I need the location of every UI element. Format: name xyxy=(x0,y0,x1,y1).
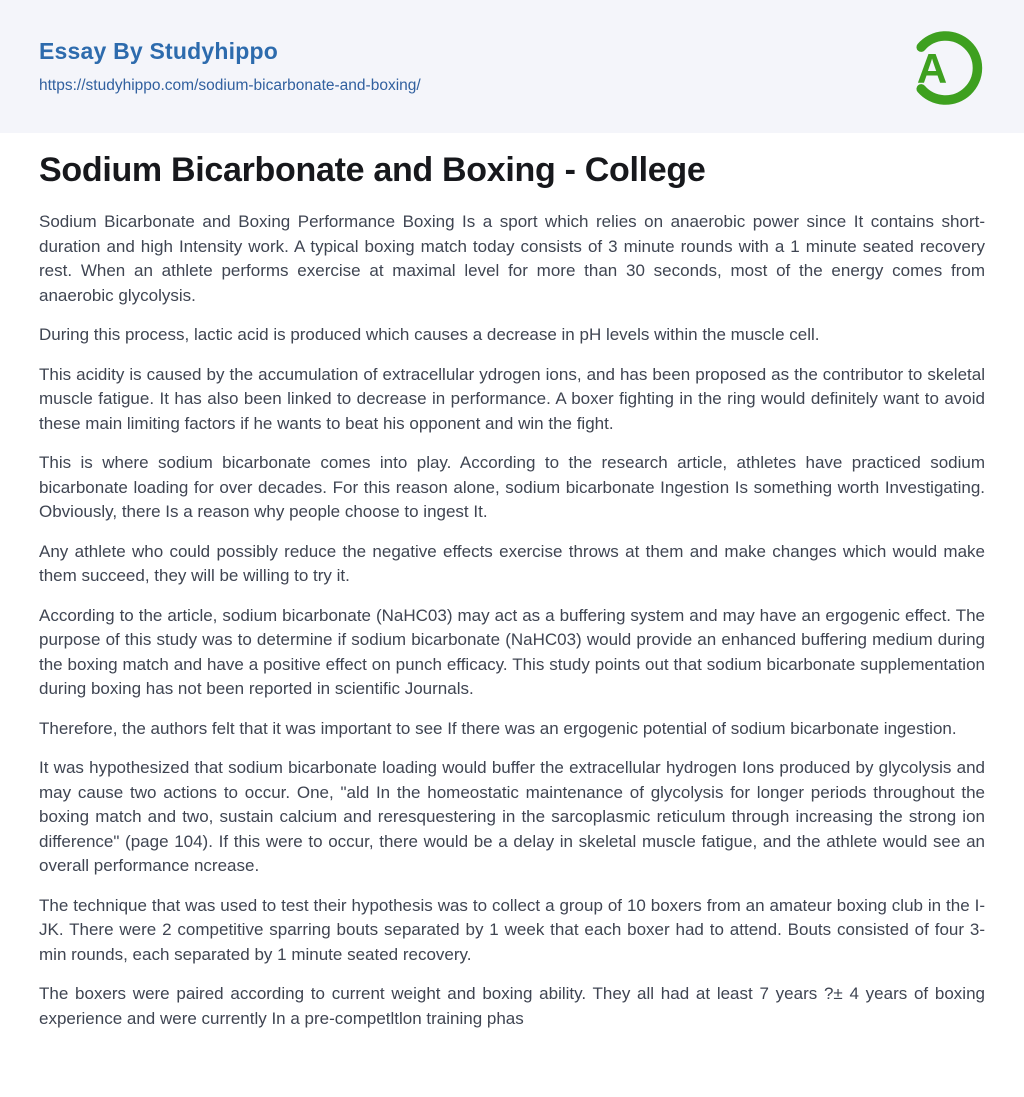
paragraph: It was hypothesized that sodium bicarbonate loading would buffer the extracellular hydrogen Ions produced by glycolysis and may cause two actions to occur. One, "ald In the homeostatic maintenance of glycolysis for longer periods throughout the boxing match and two, sustain calcium and reresquestering in the sarcoplasmic reticulum through increasing the strong ion difference" (page 104). If this were to occur, there would be a delay in skeletal muscle fatigue, and the athlete would see an overall performance ncrease. xyxy=(39,758,985,876)
article-content xyxy=(0,133,1024,1031)
paragraph: Therefore, the authors felt that it was important to see If there was an ergogenic potential of sodium bicarbonate ingestion. xyxy=(39,718,957,738)
logo-letter: A xyxy=(916,44,948,92)
paragraph: Any athlete who could possibly reduce the negative effects exercise throws at them and make changes which would make them succeed, they will be willing to try it. xyxy=(39,541,985,586)
site-label: Essay By Studyhippo xyxy=(39,38,278,64)
article-body xyxy=(39,210,985,1031)
paragraph: Sodium Bicarbonate and Boxing Performance Boxing Is a sport which relies on anaerobic power since It contains short-duration and high Intensity work. A typical boxing match today consists of 3 minute rounds with a 1 minute seated recovery rest. When an athlete performs exercise at maximal level for more than 30 seconds, most of the energy comes from anaerobic glycolysis. xyxy=(39,212,985,305)
article-title: Sodium Bicarbonate and Boxing - College xyxy=(39,151,706,189)
paragraph: This is where sodium bicarbonate comes into play. According to the research article, athletes have practiced sodium bicarbonate loading for over decades. For this reason alone, sodium bicarbonate Ingestion Is something worth Investigating. Obviously, there Is a reason why people choose to ingest It. xyxy=(39,453,985,522)
paragraph: During this process, lactic acid is produced which causes a decrease in pH levels within the muscle cell. xyxy=(39,325,820,345)
header-text-block xyxy=(39,38,421,95)
source-url-link[interactable]: https://studyhippo.com/sodium-bicarbonate-and-boxing/ xyxy=(39,77,421,94)
paragraph: According to the article, sodium bicarbonate (NaHC03) may act as a buffering system and may have an ergogenic effect. The purpose of this study was to determine if sodium bicarbonate (NaHC03) would provide an enhanced buffering medium during the boxing match and have a positive effect on punch efficacy. This study points out that sodium bicarbonate supplementation during boxing has not been reported in scientific Journals. xyxy=(39,605,985,699)
paragraph: This acidity is caused by the accumulation of extracellular ydrogen ions, and has been proposed as the contributor to skeletal muscle fatigue. It has also been linked to decrease in performance. A boxer fighting in the ring would definitely want to avoid these main limiting factors if he wants to beat his opponent and win the fight. xyxy=(39,364,985,433)
page-header xyxy=(0,0,1024,133)
paragraph: The technique that was used to test their hypothesis was to collect a group of 10 boxers from an amateur boxing club in the I-JK. There were 2 competitive sparring bouts separated by 1 week that each boxer had to attend. Bouts consisted of four 3- min rounds, each separated by 1 minute seated recovery. xyxy=(39,895,985,964)
paragraph: The boxers were paired according to current weight and boxing ability. They all had at least 7 years ?± 4 years of boxing experience and were currently In a pre-competltlon training phas xyxy=(39,984,985,1028)
studyhippo-logo xyxy=(907,29,985,107)
